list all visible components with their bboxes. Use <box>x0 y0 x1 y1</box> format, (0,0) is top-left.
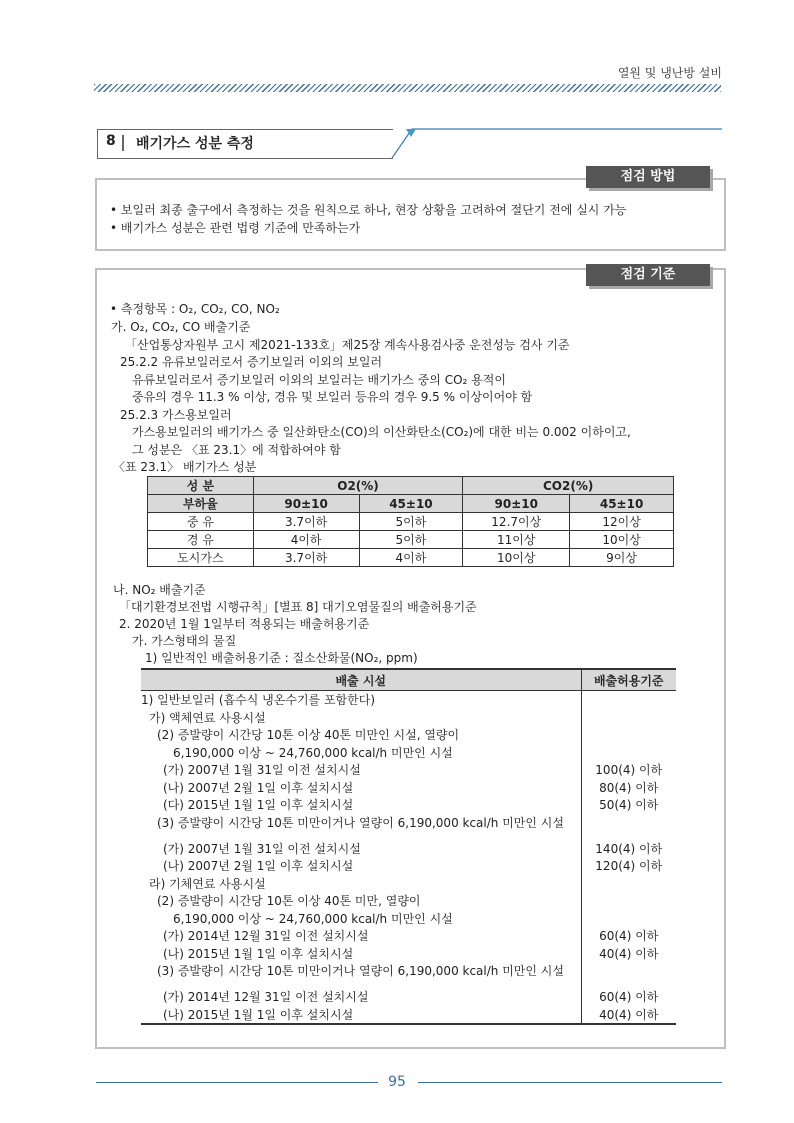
limit-cell <box>581 910 676 928</box>
facility-cell: (2) 증발량이 시간당 10톤 이상 40톤 미만, 열량이 <box>157 894 421 909</box>
section-number: 8 <box>106 133 116 149</box>
table-row <box>141 691 676 709</box>
table-row <box>141 779 676 797</box>
table-row <box>141 892 676 910</box>
table1-header-cell: 90±10 <box>463 495 570 513</box>
table-cell: 중 유 <box>148 513 254 531</box>
footer-line-left <box>96 1082 378 1083</box>
table-row <box>141 761 676 779</box>
table-row <box>141 927 676 945</box>
table1-header-cell: 부하율 <box>148 495 254 513</box>
criteria-line: 「산업통상자원부 고시 제2021-133호」제25장 계속사용검사중 운전성능 검사 기준 <box>125 338 570 352</box>
section-heading-tail <box>390 125 725 161</box>
no2-emission-table <box>141 668 676 1025</box>
table1-header-cell: 성 분 <box>148 477 254 495</box>
header-hatch-divider <box>94 84 721 92</box>
limit-cell: 40(4) 이하 <box>581 1006 676 1025</box>
table-row <box>141 945 676 963</box>
page-number: 95 <box>388 1074 406 1090</box>
criteria-line: 그 성분은 〈표 23.1〉에 적합하여야 함 <box>132 443 341 457</box>
table-row <box>141 875 676 893</box>
inspection-criteria-tag: 점검 기준 <box>586 264 710 286</box>
criteria-line: 중유의 경우 11.3 % 이상, 경유 및 보일러 등유의 경우 9.5 % 이상이어야 함 <box>132 390 533 404</box>
table-cell: 12.7이상 <box>463 513 570 531</box>
table-row <box>141 796 676 814</box>
table-cell: 11이상 <box>463 531 570 549</box>
table1-header-cell: 45±10 <box>359 495 463 513</box>
table-row <box>148 531 674 549</box>
table-row <box>141 988 676 1006</box>
table-row <box>141 1006 676 1025</box>
facility-cell: (가) 2014년 12월 31일 이전 설치시설 <box>163 929 369 944</box>
limit-cell <box>581 814 676 840</box>
facility-cell: (2) 증발량이 시간당 10톤 이상 40톤 미만인 시설, 열량이 <box>157 728 460 743</box>
table1-header-cell: O2(%) <box>253 477 463 495</box>
table-cell: 10이상 <box>463 549 570 567</box>
table-cell: 3.7이하 <box>253 513 359 531</box>
method-item-2: • 배기가스 성분은 관련 법령 기준에 만족하는가 <box>110 221 361 235</box>
criteria-line: 가. O₂, CO₂, CO 배출기준 <box>111 320 251 334</box>
criteria-line: 가. 가스형태의 물질 <box>132 634 237 648</box>
facility-cell: (다) 2015년 1월 1일 이후 설치시설 <box>163 798 354 813</box>
criteria-line: 2. 2020년 1월 1일부터 적용되는 배출허용기준 <box>119 617 370 631</box>
table1-header-cell: CO2(%) <box>463 477 674 495</box>
table-row <box>141 910 676 928</box>
table-row <box>141 726 676 744</box>
facility-cell: (나) 2007년 2월 1일 이후 설치시설 <box>163 859 354 874</box>
criteria-line: 25.2.2 유류보일러로서 증기보일러 이외의 보일러 <box>120 355 383 369</box>
table2-header-cell: 배출 시설 <box>141 669 581 691</box>
facility-cell: 가) 액체연료 사용시설 <box>149 710 266 725</box>
facility-cell: 6,190,000 이상 ~ 24,760,000 kcal/h 미만인 시설 <box>173 911 453 926</box>
facility-cell: 6,190,000 이상 ~ 24,760,000 kcal/h 미만인 시설 <box>173 745 453 760</box>
facility-cell: 라) 기체연료 사용시설 <box>149 876 266 891</box>
limit-cell: 80(4) 이하 <box>581 779 676 797</box>
footer-line-right <box>418 1082 722 1083</box>
limit-cell <box>581 726 676 744</box>
table-cell: 5이하 <box>359 531 463 549</box>
criteria-line: 25.2.3 가스용보일러 <box>120 408 232 422</box>
table-row <box>148 549 674 567</box>
criteria-line: 「대기환경보전법 시행규칙」[별표 8] 대기오염물질의 배출허용기준 <box>119 600 477 614</box>
facility-cell: (나) 2007년 2월 1일 이후 설치시설 <box>163 780 354 795</box>
limit-cell <box>581 691 676 709</box>
table-cell: 4이하 <box>359 549 463 567</box>
table-cell: 5이하 <box>359 513 463 531</box>
running-header: 열원 및 냉난방 설비 <box>617 66 722 80</box>
table-row <box>141 857 676 875</box>
limit-cell: 60(4) 이하 <box>581 927 676 945</box>
table-cell: 도시가스 <box>148 549 254 567</box>
table-cell: 4이하 <box>253 531 359 549</box>
inspection-method-tag: 점검 방법 <box>586 166 710 188</box>
limit-cell <box>581 709 676 727</box>
table1-header-cell: 45±10 <box>570 495 674 513</box>
section-title: 배기가스 성분 측정 <box>136 136 254 152</box>
table-cell: 10이상 <box>570 531 674 549</box>
facility-cell: (나) 2015년 1월 1일 이후 설치시설 <box>163 1007 354 1022</box>
criteria-line: • 측정항목 : O₂, CO₂, CO, NO₂ <box>110 302 280 316</box>
table-cell: 12이상 <box>570 513 674 531</box>
table-row <box>148 513 674 531</box>
table-row <box>141 709 676 727</box>
limit-cell <box>581 875 676 893</box>
table-cell: 경 유 <box>148 531 254 549</box>
table1-caption: 〈표 23.1〉 배기가스 성분 <box>113 460 257 474</box>
limit-cell <box>581 744 676 762</box>
section-number-divider <box>122 135 124 151</box>
limit-cell: 60(4) 이하 <box>581 988 676 1006</box>
limit-cell: 50(4) 이하 <box>581 796 676 814</box>
limit-cell: 120(4) 이하 <box>581 857 676 875</box>
table-row <box>141 962 676 988</box>
table1-header-cell: 90±10 <box>253 495 359 513</box>
facility-cell: (가) 2007년 1월 31일 이전 설치시설 <box>163 841 361 856</box>
table-row <box>141 840 676 858</box>
criteria-line: 나. NO₂ 배출기준 <box>113 583 206 597</box>
facility-cell: (3) 증발량이 시간당 10톤 미만이거나 열량이 6,190,000 kcal/h 미만인 시설 <box>157 964 564 978</box>
criteria-line: 가스용보일러의 배기가스 중 일산화탄소(CO)의 이산화탄소(CO₂)에 대한 비는 0.002 이하이고, <box>132 425 631 439</box>
limit-cell <box>581 962 676 988</box>
exhaust-gas-table <box>147 476 674 567</box>
facility-cell: (3) 증발량이 시간당 10톤 미만이거나 열량이 6,190,000 kcal/h 미만인 시설 <box>157 815 564 830</box>
facility-cell: 1) 일반보일러 (흡수식 냉온수기를 포함한다) <box>141 693 376 708</box>
facility-cell: (가) 2014년 12월 31일 이전 설치시설 <box>163 990 369 1005</box>
table-row <box>141 744 676 762</box>
method-item-1: • 보일러 최종 출구에서 측정하는 것을 원칙으로 하나, 현장 상황을 고려하여 절단기 전에 실시 가능 <box>110 203 627 217</box>
facility-cell: (가) 2007년 1월 31일 이전 설치시설 <box>163 763 361 778</box>
limit-cell: 100(4) 이하 <box>581 761 676 779</box>
facility-cell: (나) 2015년 1월 1일 이후 설치시설 <box>163 946 354 961</box>
criteria-line: 유류보일러로서 증기보일러 이외의 보일러는 배기가스 중의 CO₂ 용적이 <box>132 373 506 387</box>
limit-cell: 140(4) 이하 <box>581 840 676 858</box>
table2-caption: 1) 일반적인 배출허용기준 : 질소산화물(NO₂, ppm) <box>145 651 418 665</box>
limit-cell: 40(4) 이하 <box>581 945 676 963</box>
table2-header-cell: 배출허용기준 <box>581 669 676 691</box>
limit-cell <box>581 892 676 910</box>
table-cell: 9이상 <box>570 549 674 567</box>
table-cell: 3.7이하 <box>253 549 359 567</box>
table-row <box>141 814 676 840</box>
